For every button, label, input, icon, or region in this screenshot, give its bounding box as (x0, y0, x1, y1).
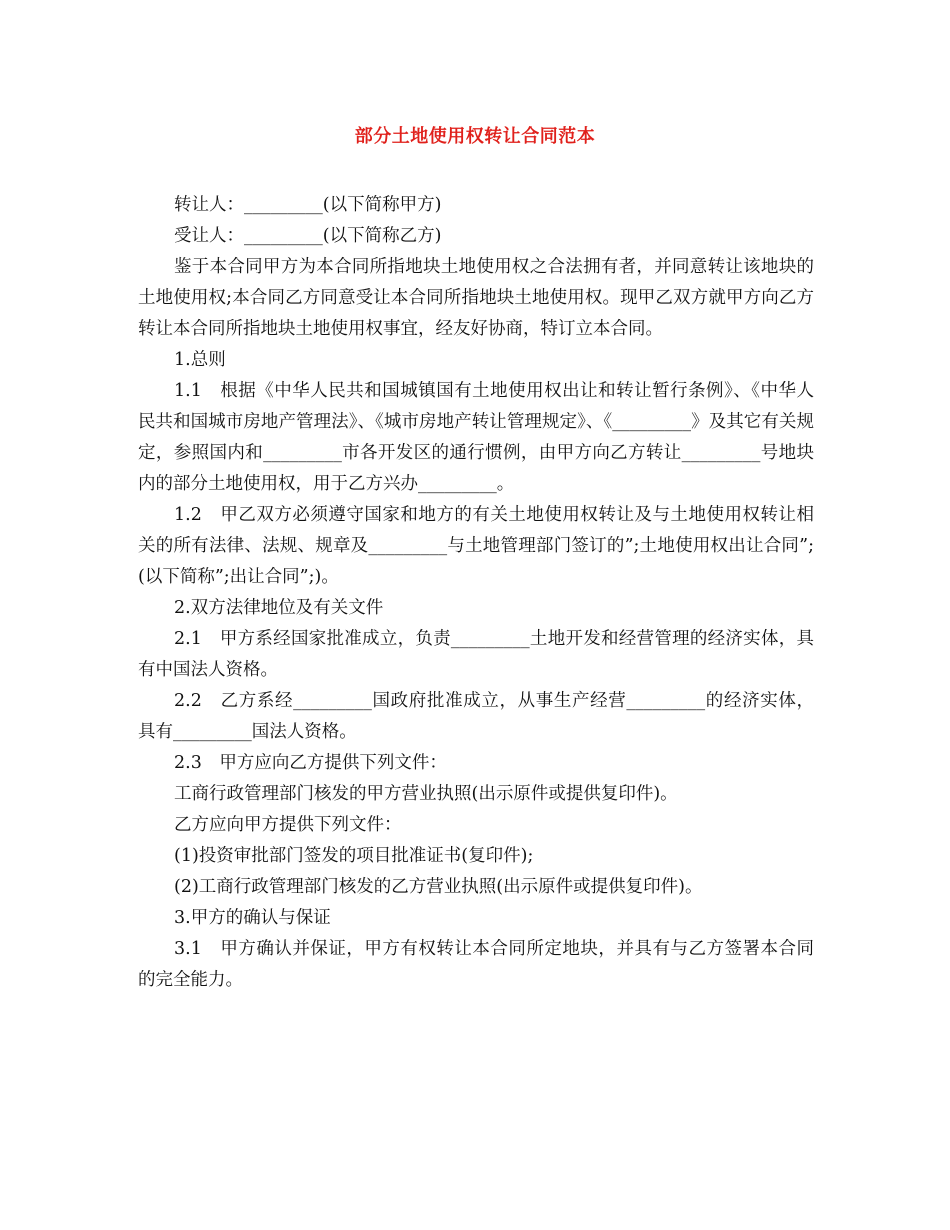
document-body (138, 190, 814, 996)
transferor-line: 转让人：_________(以下简称甲方) (174, 195, 442, 215)
section-heading-warranty: 3.甲方的确认与保证 (174, 908, 331, 928)
clause-1-2: 1.2 甲乙双方必须遵守国家和地方的有关土地使用权转让及与土地使用权转让相关的所有法律、法规、规章及_________与土地管理部门签订的”;土地使用权出让合同”;(以下简称”;出让合同”;)。 (138, 505, 814, 587)
transferee-line: 受让人：_________(以下简称乙方) (174, 226, 442, 246)
clause-2-1: 2.1 甲方系经国家批准成立，负责_________土地开发和经营管理的经济实体，具有中国法人资格。 (138, 629, 814, 680)
clause-2-2: 2.2 乙方系经_________国政府批准成立，从事生产经营_________的经济实体，具有_________国法人资格。 (138, 691, 814, 742)
party-b-document-item-1: (1)投资审批部门签发的项目批准证书(复印件); (174, 846, 534, 866)
section-heading-legal-status: 2.双方法律地位及有关文件 (174, 598, 384, 618)
party-b-documents-intro: 乙方应向甲方提供下列文件： (174, 815, 402, 835)
party-b-document-item-2: (2)工商行政管理部门核发的乙方营业执照(出示原件或提供复印件)。 (174, 877, 703, 897)
preamble-paragraph: 鉴于本合同甲方为本合同所指地块土地使用权之合法拥有者，并同意转让该地块的土地使用权;本合同乙方同意受让本合同所指地块土地使用权。现甲乙双方就甲方向乙方转让本合同所指地块土地使用权事宜，经友好协商，特订立本合同。 (138, 257, 814, 339)
party-a-document-item: 工商行政管理部门核发的甲方营业执照(出示原件或提供复印件)。 (174, 784, 678, 804)
clause-1-1: 1.1 根据《中华人民共和国城镇国有土地使用权出让和转让暂行条例》、《中华人民共和国城市房地产管理法》、《城市房地产转让管理规定》、《_________》及其它有关规定，参照国内和_________市各开发区的通行惯例，由甲方向乙方转让_________号地块内的部分土地使用权，用于乙方兴办_________。 (138, 381, 814, 494)
section-heading-general: 1.总则 (174, 350, 226, 370)
clause-2-3: 2.3 甲方应向乙方提供下列文件： (174, 753, 447, 773)
clause-3-1: 3.1 甲方确认并保证，甲方有权转让本合同所定地块，并具有与乙方签署本合同的完全能力。 (138, 939, 814, 990)
document-title: 部分土地使用权转让合同范本 (354, 126, 596, 147)
